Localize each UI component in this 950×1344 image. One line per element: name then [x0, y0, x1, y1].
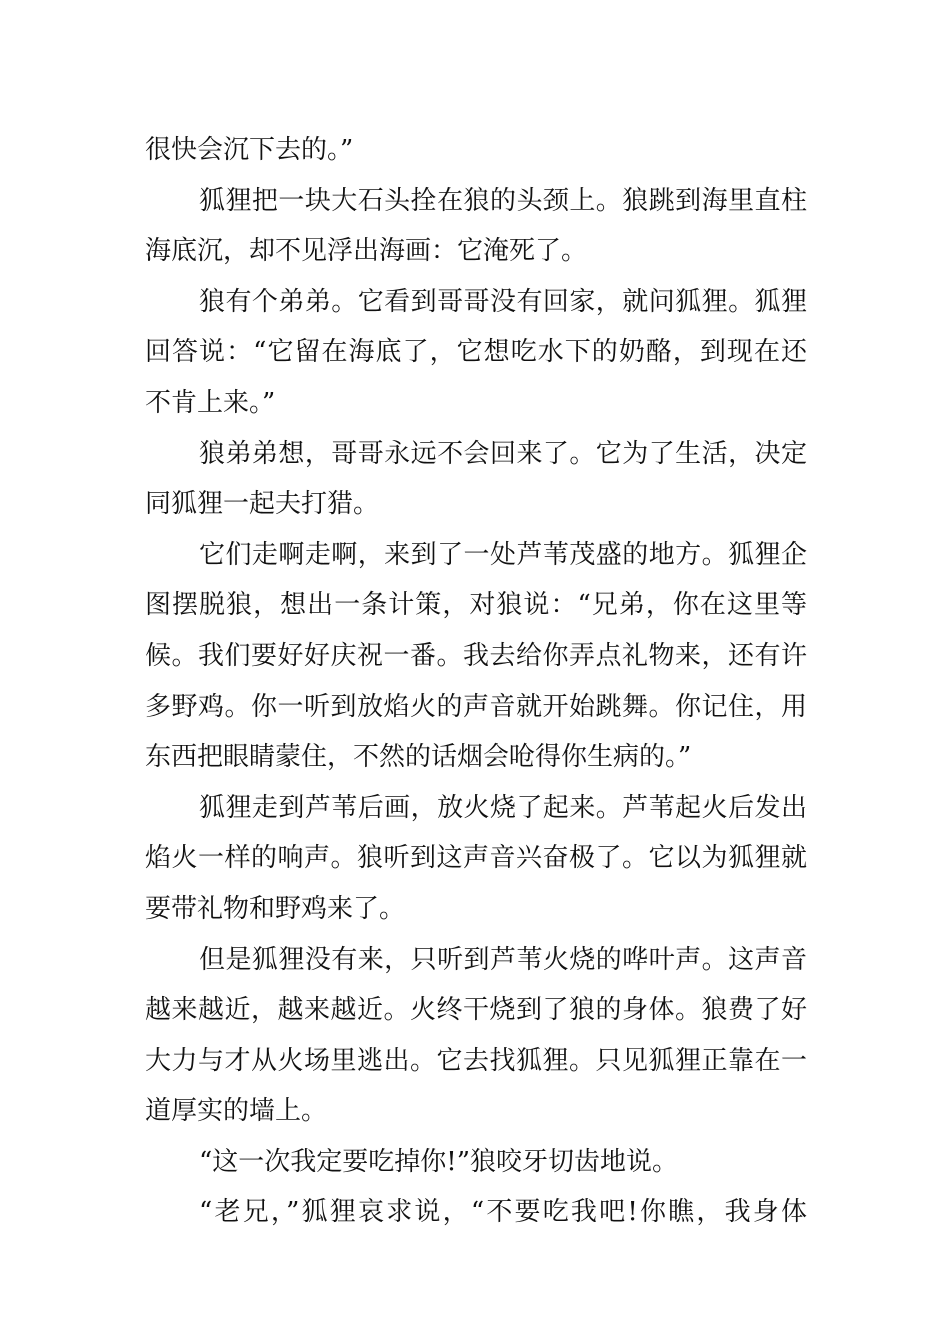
text-line: 但是狐狸没有来，只听到芦苇火烧的哗叶声。这声音	[199, 944, 807, 975]
text-line: 狐狸把一块大石头拴在狼的头颈上。狼跳到海里直柱	[199, 185, 807, 216]
text-line: “老兄，”狐狸哀求说，“不要吃我吧!你瞧，我身体	[199, 1197, 807, 1228]
text-line: 越来越近，越来越近。火终干烧到了狼的身体。狼费了好	[145, 995, 807, 1026]
text-line: 很快会沉下去的。”	[145, 135, 354, 165]
text-line: 同狐狸一起夫打猎。	[145, 489, 380, 520]
text-line: 回答说：“它留在海底了，它想吃水下的奶酪，到现在还	[145, 337, 807, 368]
text-line: 不肯上来。”	[145, 387, 276, 418]
text-line: 它们走啊走啊，来到了一处芦苇茂盛的地方。狐狸企	[199, 539, 807, 570]
text-line: 图摆脱狼，想出一条计策，对狼说：“兄弟，你在这里等	[145, 590, 807, 621]
text-line: 大力与才从火场里逃出。它去找狐狸。只见狐狸正靠在一	[145, 1045, 807, 1076]
text-line: 东西把眼睛蒙住，不然的话烟会呛得你生病的。”	[145, 742, 692, 773]
text-line: 狼有个弟弟。它看到哥哥没有回家，就问狐狸。狐狸	[199, 286, 807, 317]
text-line: 多野鸡。你一听到放焰火的声音就开始跳舞。你记住，用	[145, 691, 807, 722]
text-line: 海底沉，却不见浮出海画：它淹死了。	[145, 236, 588, 267]
text-line: 要带礼物和野鸡来了。	[145, 893, 406, 924]
story-text	[145, 125, 807, 1238]
text-line: “这一次我定要吃掉你!”狼咬牙切齿地说。	[199, 1146, 679, 1177]
text-line: 狐狸走到芦苇后画，放火烧了起来。芦苇起火后发出	[199, 792, 807, 823]
text-line: 狼弟弟想，哥哥永远不会回来了。它为了生活，决定	[199, 438, 807, 469]
text-line: 候。我们要好好庆祝一番。我去给你弄点礼物来，还有许	[145, 640, 807, 671]
text-line: 道厚实的墙上。	[145, 1096, 328, 1127]
text-line: 焰火一样的响声。狼听到这声音兴奋极了。它以为狐狸就	[145, 843, 807, 874]
